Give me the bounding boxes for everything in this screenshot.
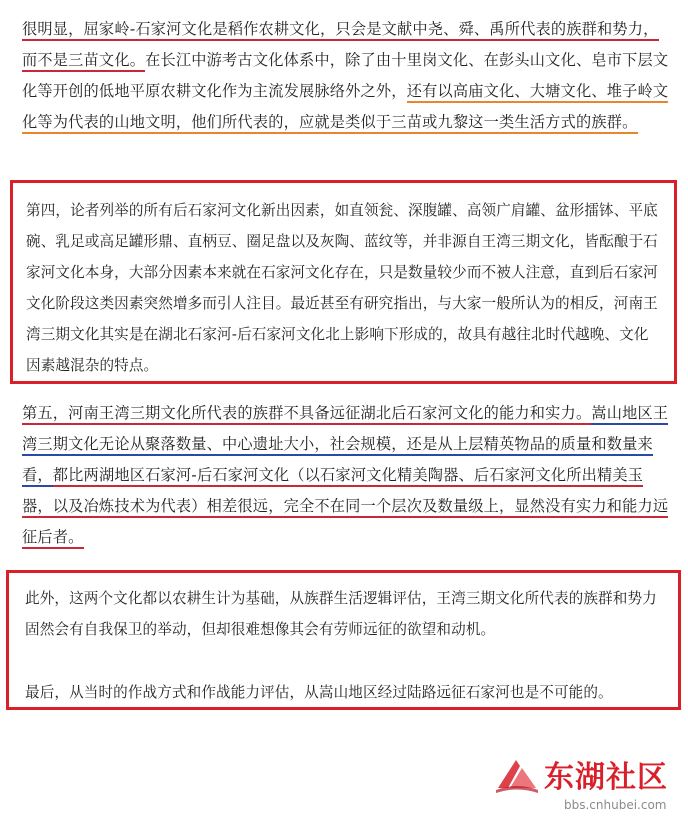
paragraph-sanmiao	[22, 14, 672, 138]
plain-sentence: 在长江中游考古文化体系中，除了由十里岗文化、在彭头山文化、皂市下层文化等开创的低地平原农耕文化作为主流发展脉络外之外，	[22, 51, 669, 100]
box-text: 第四，论者列举的所有后石家河文化新出因素，如直领瓮、深腹罐、高领广肩罐、盆形擂钵、平底碗、乳足或高足罐形鼎、直柄豆、圈足盘以及灰陶、蓝纹等，并非源自王湾三期文化，皆酝酿于石家河文化本身，大部分因素本来就在石家河文化存在，只是数量较少而不被人注意，直到后石家河文化阶段这类因素突然增多而引人注目。最近甚至有研究指出，与大家一般所认为的相反，河南王湾三期文化其实是在湖北石家河-后石家河文化北上影响下形成的，故具有越往北时代越晚、文化因素越混杂的特点。	[26, 202, 658, 374]
highlight-orange-sentence: 还有以高庙文化、大塘文化、堆子岭文化等为代表的山地文明，	[22, 82, 668, 134]
boxed-paragraph-fourth-point	[10, 180, 677, 384]
boxed-paragraph-conclusion	[6, 570, 681, 710]
conclusion-line-2: 最后，从当时的作战方式和作战能力评估，从嵩山地区经过陆路远征石家河也是不可能的。	[25, 684, 613, 701]
box-text	[25, 583, 665, 708]
highlight-red-sentence-3: 完全不在同一个层次及数量级上，显然没有实力和能力远征后者。	[22, 497, 668, 549]
watermark-title: 东湖社区	[544, 760, 668, 795]
highlight-orange-sentence-2: 他们所代表的，应就是类似于三苗或九黎这一类生活方式的族群。	[191, 113, 637, 134]
highlight-blue-sentence: 嵩山地区王湾三期文化无论从聚落数量、中心遗址大小，社会规模，还是从上层精英物品的质量和数量来看，	[22, 404, 668, 487]
watermark-logo-icon	[494, 752, 540, 798]
site-watermark	[494, 748, 674, 818]
highlight-red-sentence: 很明显，屈家岭-石家河文化是稻作农耕文化，只会是文献中尧、舜、禹所代表的族群和势力，而不是三苗文化。	[22, 20, 659, 72]
highlight-red-sentence-2: 都比两湖地区石家河-后石家河文化（以石家河文化精美陶器、后石家河文化所出精美玉器，以及冶炼技术为代表）相差很远，	[22, 466, 643, 518]
paragraph-fifth-point	[22, 398, 672, 553]
watermark-url: bbs.cnhubei.com	[564, 798, 667, 812]
conclusion-line-1: 此外，这两个文化都以农耕生计为基础，从族群生活逻辑评估，王湾三期文化所代表的族群和势力固然会有自我保卫的举动，但却很难想像其会有劳师远征的欲望和动机。	[25, 590, 657, 638]
highlight-red-sentence: 第五，河南王湾三期文化所代表的族群不具备远征湖北后石家河文化的能力和实力。	[22, 404, 591, 425]
